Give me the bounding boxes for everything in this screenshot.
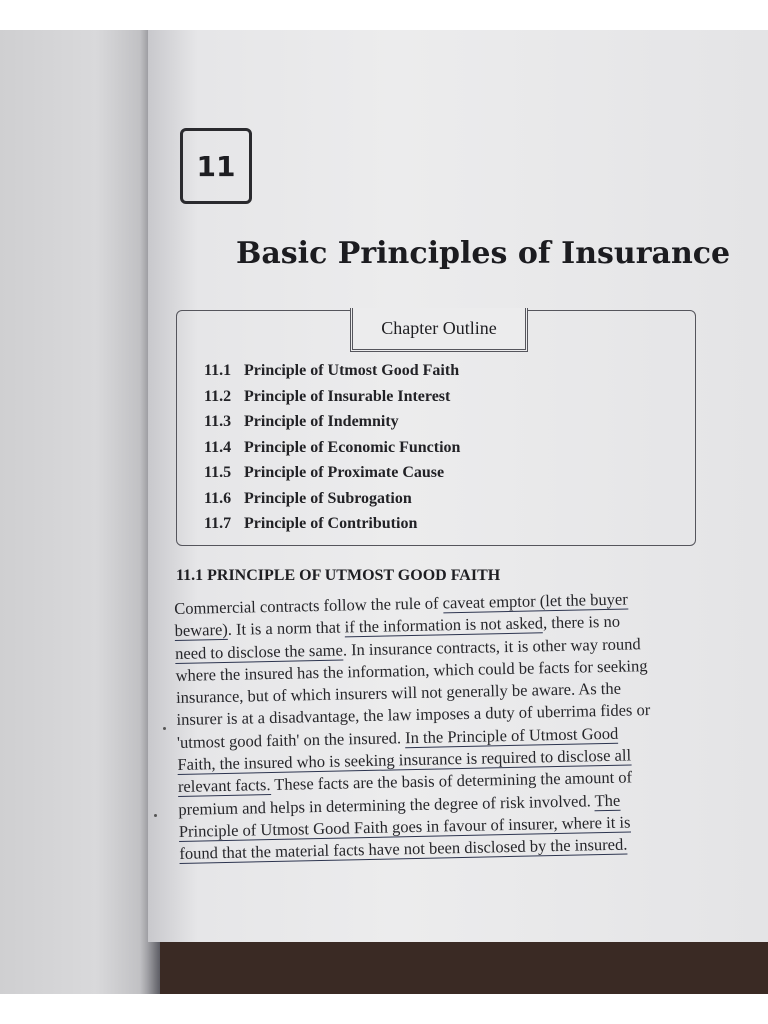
body-text-segment: , there is no (542, 611, 621, 633)
body-text-segment: . In insurance contracts, it is other way round (342, 633, 641, 660)
bottom-margin (0, 994, 768, 1024)
outline-item-label: Principle of Utmost Good Faith (244, 362, 460, 379)
body-text-segment: Commercial contracts follow the rule of (174, 593, 443, 618)
chapter-outline-list (204, 358, 460, 537)
outline-item (204, 511, 460, 537)
outline-item-number: 11.5 (204, 464, 232, 481)
margin-dot (163, 727, 166, 730)
body-text-segment: insurer is at a disadvantage, the law imposes a duty of uberrima fides or (176, 700, 651, 730)
outline-item-number: 11.6 (204, 489, 232, 507)
underlined-text: The (594, 790, 621, 810)
underlined-text: caveat emptor (let the buyer (442, 589, 628, 613)
underlined-text: beware) (174, 620, 229, 641)
outline-item (204, 460, 460, 486)
underlined-text: found that the material facts have not been disclosed by the insured. (179, 834, 628, 864)
underlined-text: need to disclose the same (174, 640, 344, 663)
outline-item-label: Principle of Economic Function (244, 438, 461, 456)
body-text-segment: These facts are the basis of determining the amount of (270, 767, 633, 795)
outline-item-number: 11.1 (204, 362, 232, 379)
underlined-text: Principle of Utmost Good Faith goes in favour of insurer, where it is (178, 812, 631, 841)
body-text-segment: insurance, but of which insurers will not generally be aware. As the (175, 678, 622, 708)
outline-item-label: Principle of Indemnity (244, 413, 399, 430)
outline-item-number: 11.2 (204, 387, 232, 405)
outline-item-label: Principle of Proximate Cause (244, 464, 445, 481)
outline-item (204, 486, 460, 512)
chapter-number-box (180, 128, 252, 204)
body-text-segment: where the insured has the information, which could be facts for seeking (175, 655, 648, 685)
outline-heading-text: Chapter Outline (381, 318, 497, 338)
underlined-text: Faith, the insured who is seeking insurance is required to disclose all (177, 745, 632, 775)
underlined-text: if the information is not asked (344, 613, 544, 637)
section-heading: 11.1 PRINCIPLE OF UTMOST GOOD FAITH (176, 567, 501, 584)
body-text-segment: 'utmost good faith' on the insured. (176, 727, 406, 752)
left-page (0, 30, 160, 994)
outline-item (204, 409, 460, 435)
section-body-text (174, 587, 719, 866)
outline-item-label: Principle of Insurable Interest (244, 387, 451, 405)
underlined-text: In the Principle of Utmost Good (404, 723, 619, 747)
outline-item-number: 11.7 (204, 515, 232, 532)
outline-item (204, 384, 460, 410)
body-text-segment: . It is a norm that (227, 617, 345, 640)
outline-item (204, 435, 460, 461)
outline-item-number: 11.3 (204, 413, 232, 430)
body-text-segment: premium and helps in determining the degree of risk involved. (178, 790, 595, 819)
margin-dot (154, 814, 157, 817)
chapter-title: Basic Principles of Insurance (236, 236, 731, 271)
outline-item-label: Principle of Subrogation (244, 489, 412, 507)
chapter-number: 11 (196, 149, 236, 183)
underlined-text: relevant facts. (177, 775, 271, 797)
outline-item-label: Principle of Contribution (244, 515, 418, 532)
chapter-outline-heading (350, 308, 528, 352)
outline-item-number: 11.4 (204, 438, 232, 456)
outline-item (204, 358, 460, 384)
